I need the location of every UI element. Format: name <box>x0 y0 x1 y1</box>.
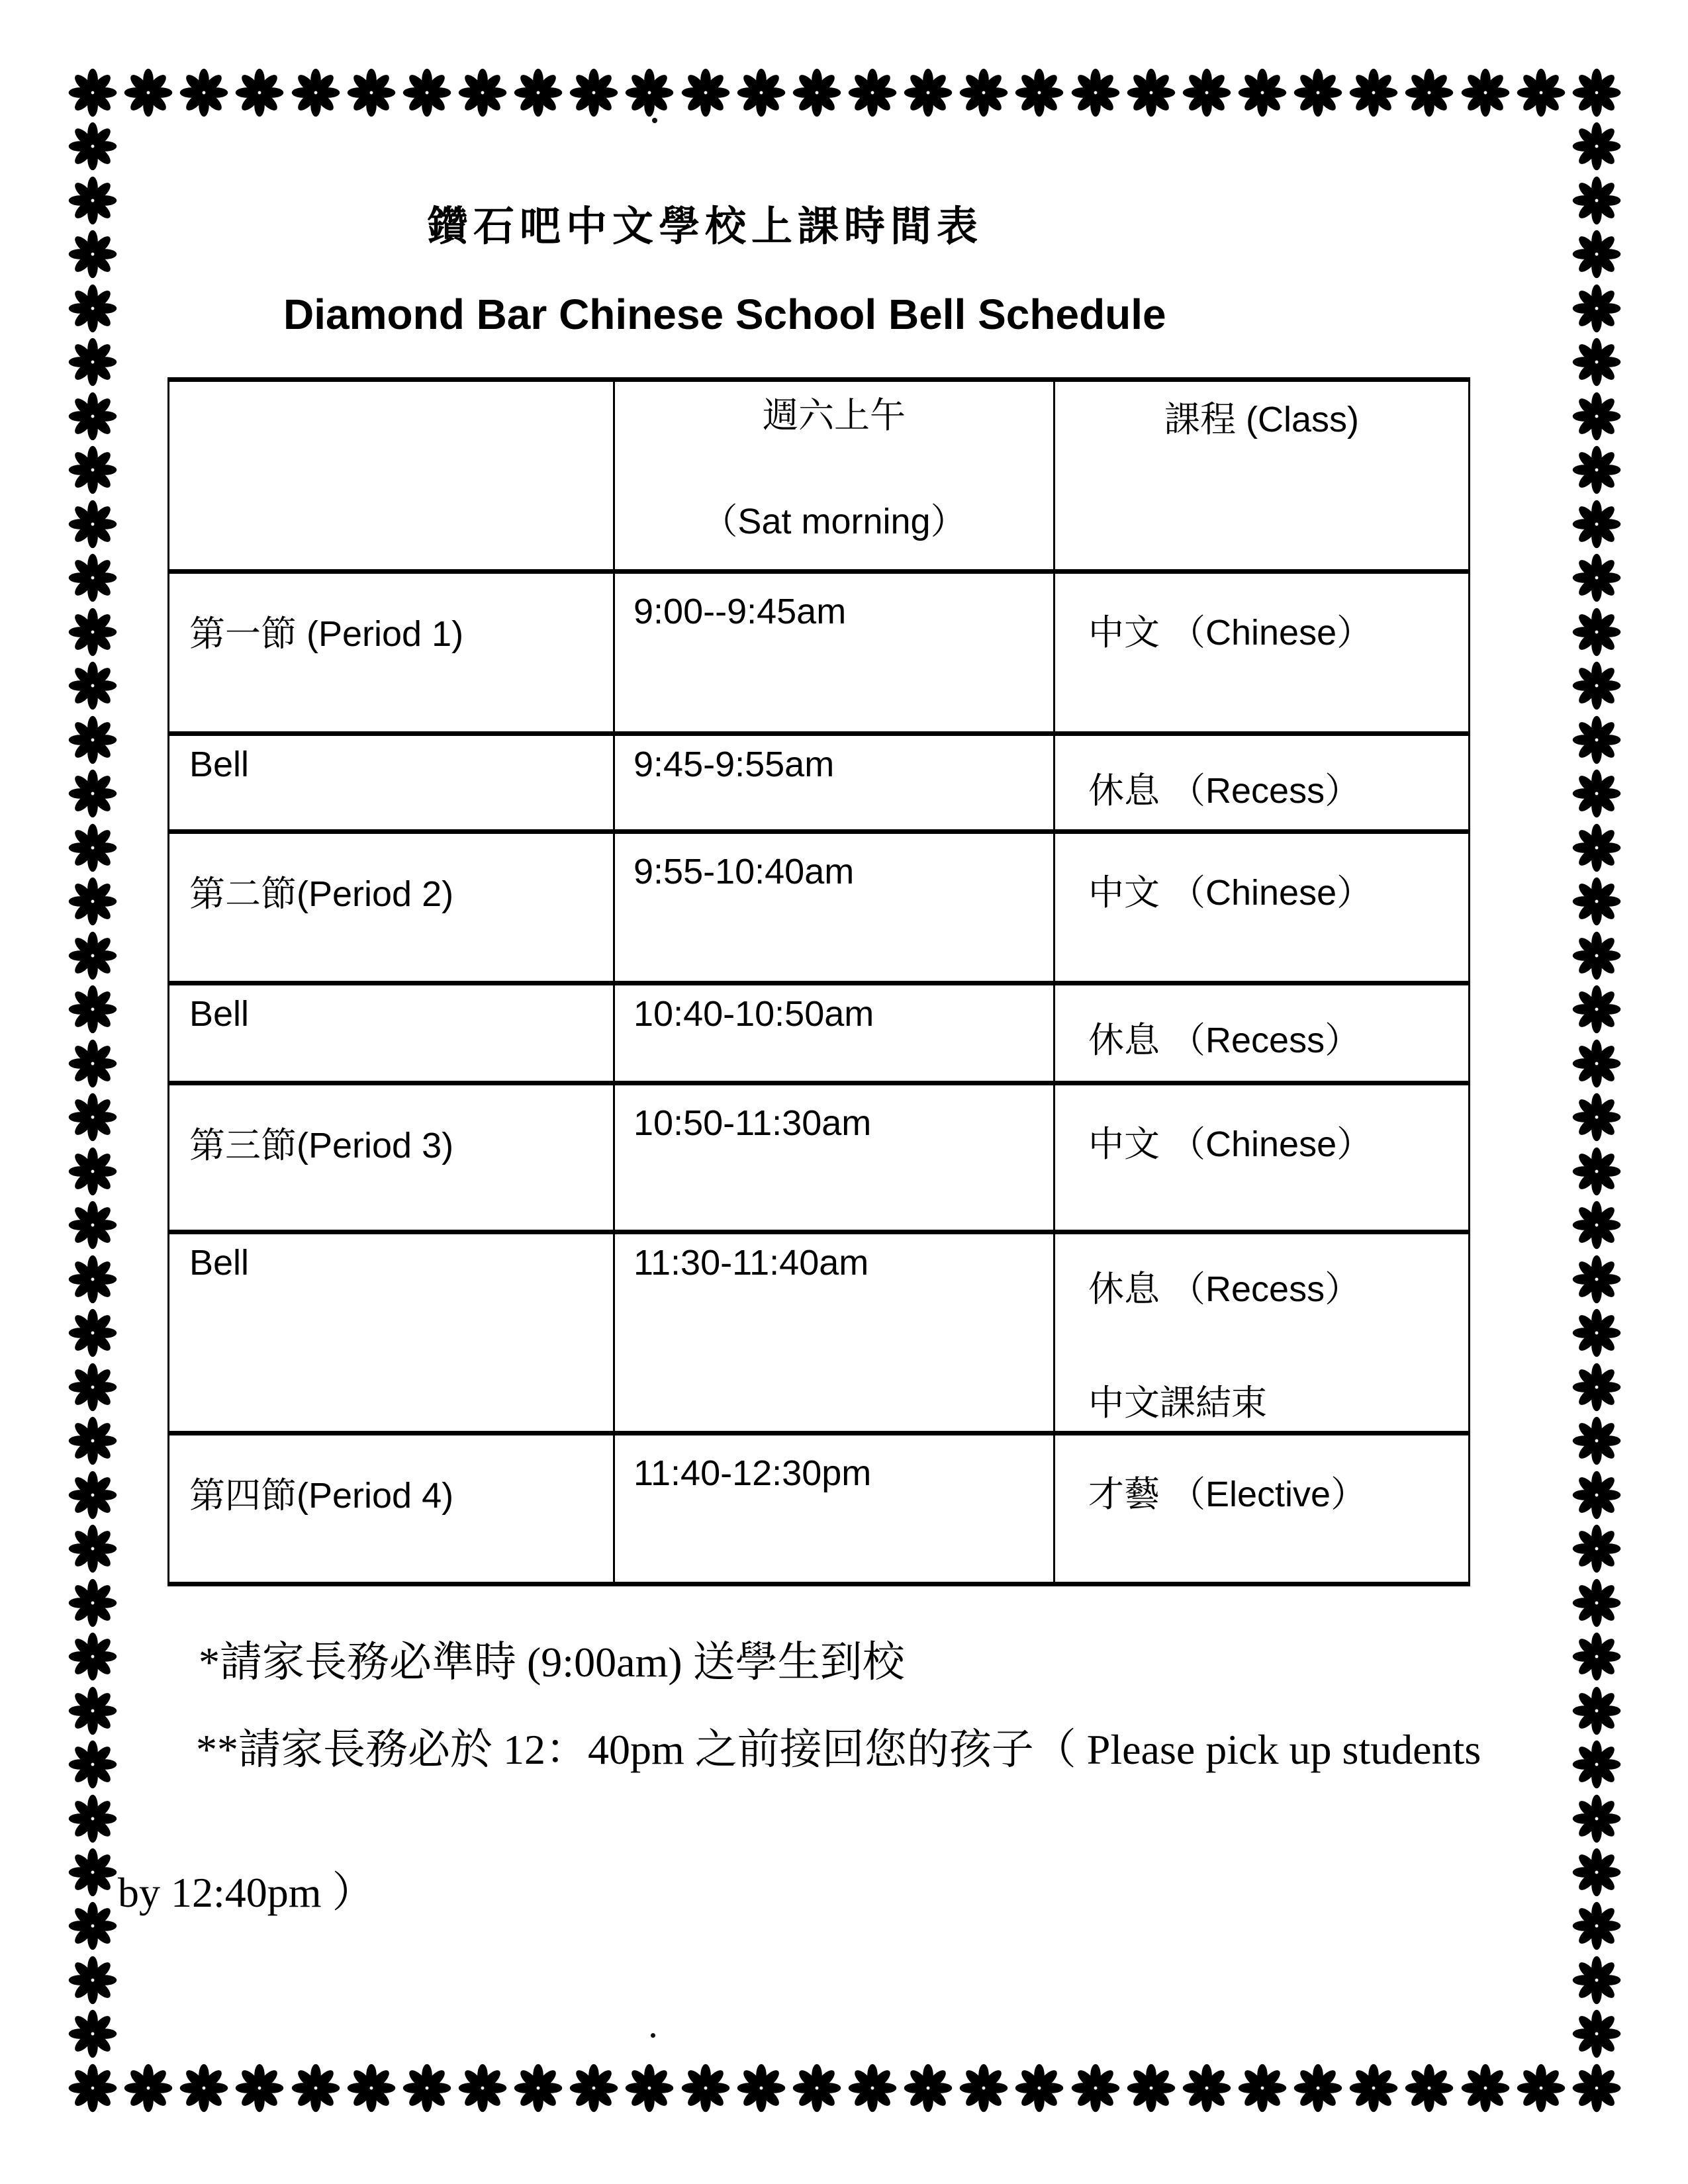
flower-asterisk-icon <box>68 1848 117 1897</box>
flower-asterisk-icon <box>68 68 117 117</box>
flower-asterisk-icon <box>68 1524 117 1573</box>
flower-asterisk-icon <box>1517 2064 1566 2113</box>
flower-asterisk-icon <box>1182 2064 1231 2113</box>
flower-asterisk-icon <box>959 2064 1008 2113</box>
flower-asterisk-icon <box>1293 2064 1342 2113</box>
row-bell1-class: 休息 （Recess） <box>1053 736 1468 834</box>
flower-asterisk-icon <box>1572 1956 1621 2005</box>
flower-asterisk-icon <box>179 68 228 117</box>
flower-asterisk-icon <box>1572 1632 1621 1681</box>
flower-asterisk-icon <box>1572 1524 1621 1573</box>
flower-asterisk-icon <box>68 122 117 171</box>
flower-asterisk-icon <box>68 608 117 657</box>
row-period4-time: 11:40-12:30pm <box>613 1435 1053 1586</box>
flower-asterisk-icon <box>68 1201 117 1250</box>
flower-asterisk-icon <box>124 68 173 117</box>
row-period2-time: 9:55-10:40am <box>613 834 1053 985</box>
row-period2-class: 中文 （Chinese） <box>1053 834 1468 985</box>
flower-border-left <box>68 68 117 2113</box>
flower-asterisk-icon <box>569 68 618 117</box>
row-period4-label: 第四節(Period 4) <box>169 1435 613 1586</box>
header-cell-empty <box>169 382 613 574</box>
flower-asterisk-icon <box>68 500 117 549</box>
flower-asterisk-icon <box>848 68 897 117</box>
flower-asterisk-icon <box>291 68 340 117</box>
flower-asterisk-icon <box>179 2064 228 2113</box>
flower-asterisk-icon <box>514 2064 563 2113</box>
row-period2-label: 第二節(Period 2) <box>169 834 613 985</box>
note-pickup-time: **請家長務必於 12：40pm 之前接回您的孩子（ Please pick up students <box>196 1726 1481 1773</box>
row-period1-time: 9:00--9:45am <box>613 574 1053 736</box>
flower-asterisk-icon <box>68 1956 117 2005</box>
flower-asterisk-icon <box>1182 68 1231 117</box>
page-title-english: Diamond Bar Chinese School Bell Schedule <box>283 291 1166 338</box>
flower-asterisk-icon <box>458 2064 507 2113</box>
note-pickup-time-wrap: by 12:40pm ） <box>118 1869 375 1916</box>
flower-asterisk-icon <box>1405 2064 1454 2113</box>
flower-asterisk-icon <box>1572 877 1621 926</box>
flower-asterisk-icon <box>1127 68 1176 117</box>
flower-asterisk-icon <box>1572 1901 1621 1950</box>
row-period1-class: 中文 （Chinese） <box>1053 574 1468 736</box>
flower-asterisk-icon <box>1572 230 1621 279</box>
flower-asterisk-icon <box>1572 1201 1621 1250</box>
flower-asterisk-icon <box>1572 1093 1621 1142</box>
flower-asterisk-icon <box>68 1308 117 1357</box>
flower-asterisk-icon <box>1238 68 1287 117</box>
flower-asterisk-icon <box>904 2064 953 2113</box>
flower-asterisk-icon <box>124 2064 173 2113</box>
header-sat-morning-zh: 週六上午 <box>763 396 906 435</box>
flower-asterisk-icon <box>1572 68 1621 117</box>
flower-asterisk-icon <box>291 2064 340 2113</box>
page-title-chinese: 鑽石吧中文學校上課時間表 <box>427 204 984 250</box>
flower-asterisk-icon <box>68 931 117 980</box>
flower-asterisk-icon <box>1461 2064 1510 2113</box>
flower-border-top <box>68 68 1621 117</box>
flower-asterisk-icon <box>68 1363 117 1412</box>
row-bell3-recess: 休息 （Recess） <box>1088 1269 1361 1309</box>
flower-asterisk-icon <box>1572 445 1621 494</box>
flower-asterisk-icon <box>68 1686 117 1735</box>
row-period4-class: 才藝 （Elective） <box>1053 1435 1468 1586</box>
flower-asterisk-icon <box>1572 769 1621 818</box>
flower-asterisk-icon <box>1572 500 1621 549</box>
flower-asterisk-icon <box>68 877 117 926</box>
flower-asterisk-icon <box>1572 176 1621 225</box>
flower-asterisk-icon <box>1293 68 1342 117</box>
flower-asterisk-icon <box>625 68 674 117</box>
flower-asterisk-icon <box>1572 661 1621 710</box>
flower-asterisk-icon <box>904 68 953 117</box>
flower-asterisk-icon <box>68 1416 117 1465</box>
flower-asterisk-icon <box>1572 608 1621 657</box>
row-bell3-label: Bell <box>169 1234 613 1435</box>
flower-asterisk-icon <box>737 68 786 117</box>
stray-dot-top <box>652 118 657 123</box>
flower-asterisk-icon <box>1127 2064 1176 2113</box>
flower-border-bottom <box>68 2064 1621 2113</box>
flower-asterisk-icon <box>1572 1848 1621 1897</box>
flower-asterisk-icon <box>1015 2064 1064 2113</box>
flower-asterisk-icon <box>458 68 507 117</box>
flower-asterisk-icon <box>569 2064 618 2113</box>
flower-asterisk-icon <box>1572 1686 1621 1735</box>
flower-asterisk-icon <box>1572 2009 1621 2058</box>
flower-asterisk-icon <box>68 2009 117 2058</box>
flower-asterisk-icon <box>1572 284 1621 333</box>
row-bell3-class <box>1053 1234 1468 1435</box>
flower-asterisk-icon <box>235 68 284 117</box>
flower-asterisk-icon <box>68 392 117 441</box>
flower-asterisk-icon <box>1572 1740 1621 1789</box>
row-period3-class: 中文 （Chinese） <box>1053 1085 1468 1234</box>
flower-asterisk-icon <box>1572 1578 1621 1627</box>
flower-asterisk-icon <box>402 68 451 117</box>
flower-asterisk-icon <box>1572 1039 1621 1088</box>
flower-asterisk-icon <box>681 68 730 117</box>
flower-asterisk-icon <box>68 1578 117 1627</box>
flower-asterisk-icon <box>1572 823 1621 872</box>
flower-asterisk-icon <box>1572 985 1621 1034</box>
flower-asterisk-icon <box>68 661 117 710</box>
flower-asterisk-icon <box>1572 1471 1621 1520</box>
flower-asterisk-icon <box>68 230 117 279</box>
flower-asterisk-icon <box>68 1632 117 1681</box>
header-sat-morning-en: （Sat morning） <box>702 502 966 542</box>
flower-asterisk-icon <box>1572 1255 1621 1304</box>
note-arrival-time: *請家長務必準時 (9:00am) 送學生到校 <box>199 1639 905 1686</box>
flower-asterisk-icon <box>68 445 117 494</box>
flower-asterisk-icon <box>402 2064 451 2113</box>
row-bell2-time: 10:40-10:50am <box>613 985 1053 1085</box>
row-bell1-time: 9:45-9:55am <box>613 736 1053 834</box>
flower-asterisk-icon <box>68 1794 117 1843</box>
flower-asterisk-icon <box>68 823 117 872</box>
flower-asterisk-icon <box>347 68 396 117</box>
flower-asterisk-icon <box>1572 2064 1621 2113</box>
row-bell3-time: 11:30-11:40am <box>613 1234 1053 1435</box>
flower-asterisk-icon <box>1572 715 1621 764</box>
flower-asterisk-icon <box>681 2064 730 2113</box>
flower-asterisk-icon <box>1572 1147 1621 1196</box>
row-bell2-class: 休息 （Recess） <box>1053 985 1468 1085</box>
row-period3-time: 10:50-11:30am <box>613 1085 1053 1234</box>
flower-asterisk-icon <box>68 1901 117 1950</box>
flower-asterisk-icon <box>1572 931 1621 980</box>
row-period3-label: 第三節(Period 3) <box>169 1085 613 1234</box>
flower-asterisk-icon <box>68 1255 117 1304</box>
flower-asterisk-icon <box>68 985 117 1034</box>
flower-asterisk-icon <box>1572 392 1621 441</box>
flower-asterisk-icon <box>347 2064 396 2113</box>
flower-asterisk-icon <box>1517 68 1566 117</box>
flower-asterisk-icon <box>68 1147 117 1196</box>
row-bell3-chinese-end: 中文課結束 <box>1088 1383 1267 1424</box>
flower-asterisk-icon <box>848 2064 897 2113</box>
stray-dot-bottom <box>651 2033 655 2038</box>
row-period1-label: 第一節 (Period 1) <box>169 574 613 736</box>
flower-asterisk-icon <box>68 176 117 225</box>
flower-asterisk-icon <box>68 553 117 602</box>
flower-asterisk-icon <box>792 2064 841 2113</box>
flower-asterisk-icon <box>1238 2064 1287 2113</box>
flower-asterisk-icon <box>1071 68 1120 117</box>
flower-asterisk-icon <box>1405 68 1454 117</box>
flower-asterisk-icon <box>1349 2064 1398 2113</box>
header-cell-class: 課程 (Class) <box>1053 382 1468 574</box>
flower-border-right <box>1572 68 1621 2113</box>
flower-asterisk-icon <box>235 2064 284 2113</box>
flower-asterisk-icon <box>1349 68 1398 117</box>
flower-asterisk-icon <box>1015 68 1064 117</box>
flower-asterisk-icon <box>68 1039 117 1088</box>
flower-asterisk-icon <box>1572 338 1621 387</box>
flower-asterisk-icon <box>1572 553 1621 602</box>
flower-asterisk-icon <box>1572 1416 1621 1465</box>
header-cell-sat-morning <box>613 382 1053 574</box>
flower-asterisk-icon <box>1572 1363 1621 1412</box>
flower-asterisk-icon <box>68 338 117 387</box>
flower-asterisk-icon <box>68 1740 117 1789</box>
flower-asterisk-icon <box>1572 1308 1621 1357</box>
flower-asterisk-icon <box>514 68 563 117</box>
flower-asterisk-icon <box>737 2064 786 2113</box>
flower-asterisk-icon <box>1461 68 1510 117</box>
flower-asterisk-icon <box>68 769 117 818</box>
flower-asterisk-icon <box>1572 122 1621 171</box>
flower-asterisk-icon <box>68 1093 117 1142</box>
flower-asterisk-icon <box>792 68 841 117</box>
flower-asterisk-icon <box>68 715 117 764</box>
flower-asterisk-icon <box>68 1471 117 1520</box>
row-bell2-label: Bell <box>169 985 613 1085</box>
flower-asterisk-icon <box>959 68 1008 117</box>
flower-asterisk-icon <box>68 2064 117 2113</box>
bell-schedule-table <box>167 377 1470 1586</box>
flower-asterisk-icon <box>625 2064 674 2113</box>
flower-asterisk-icon <box>1572 1794 1621 1843</box>
flower-asterisk-icon <box>1071 2064 1120 2113</box>
flower-asterisk-icon <box>68 284 117 333</box>
row-bell1-label: Bell <box>169 736 613 834</box>
